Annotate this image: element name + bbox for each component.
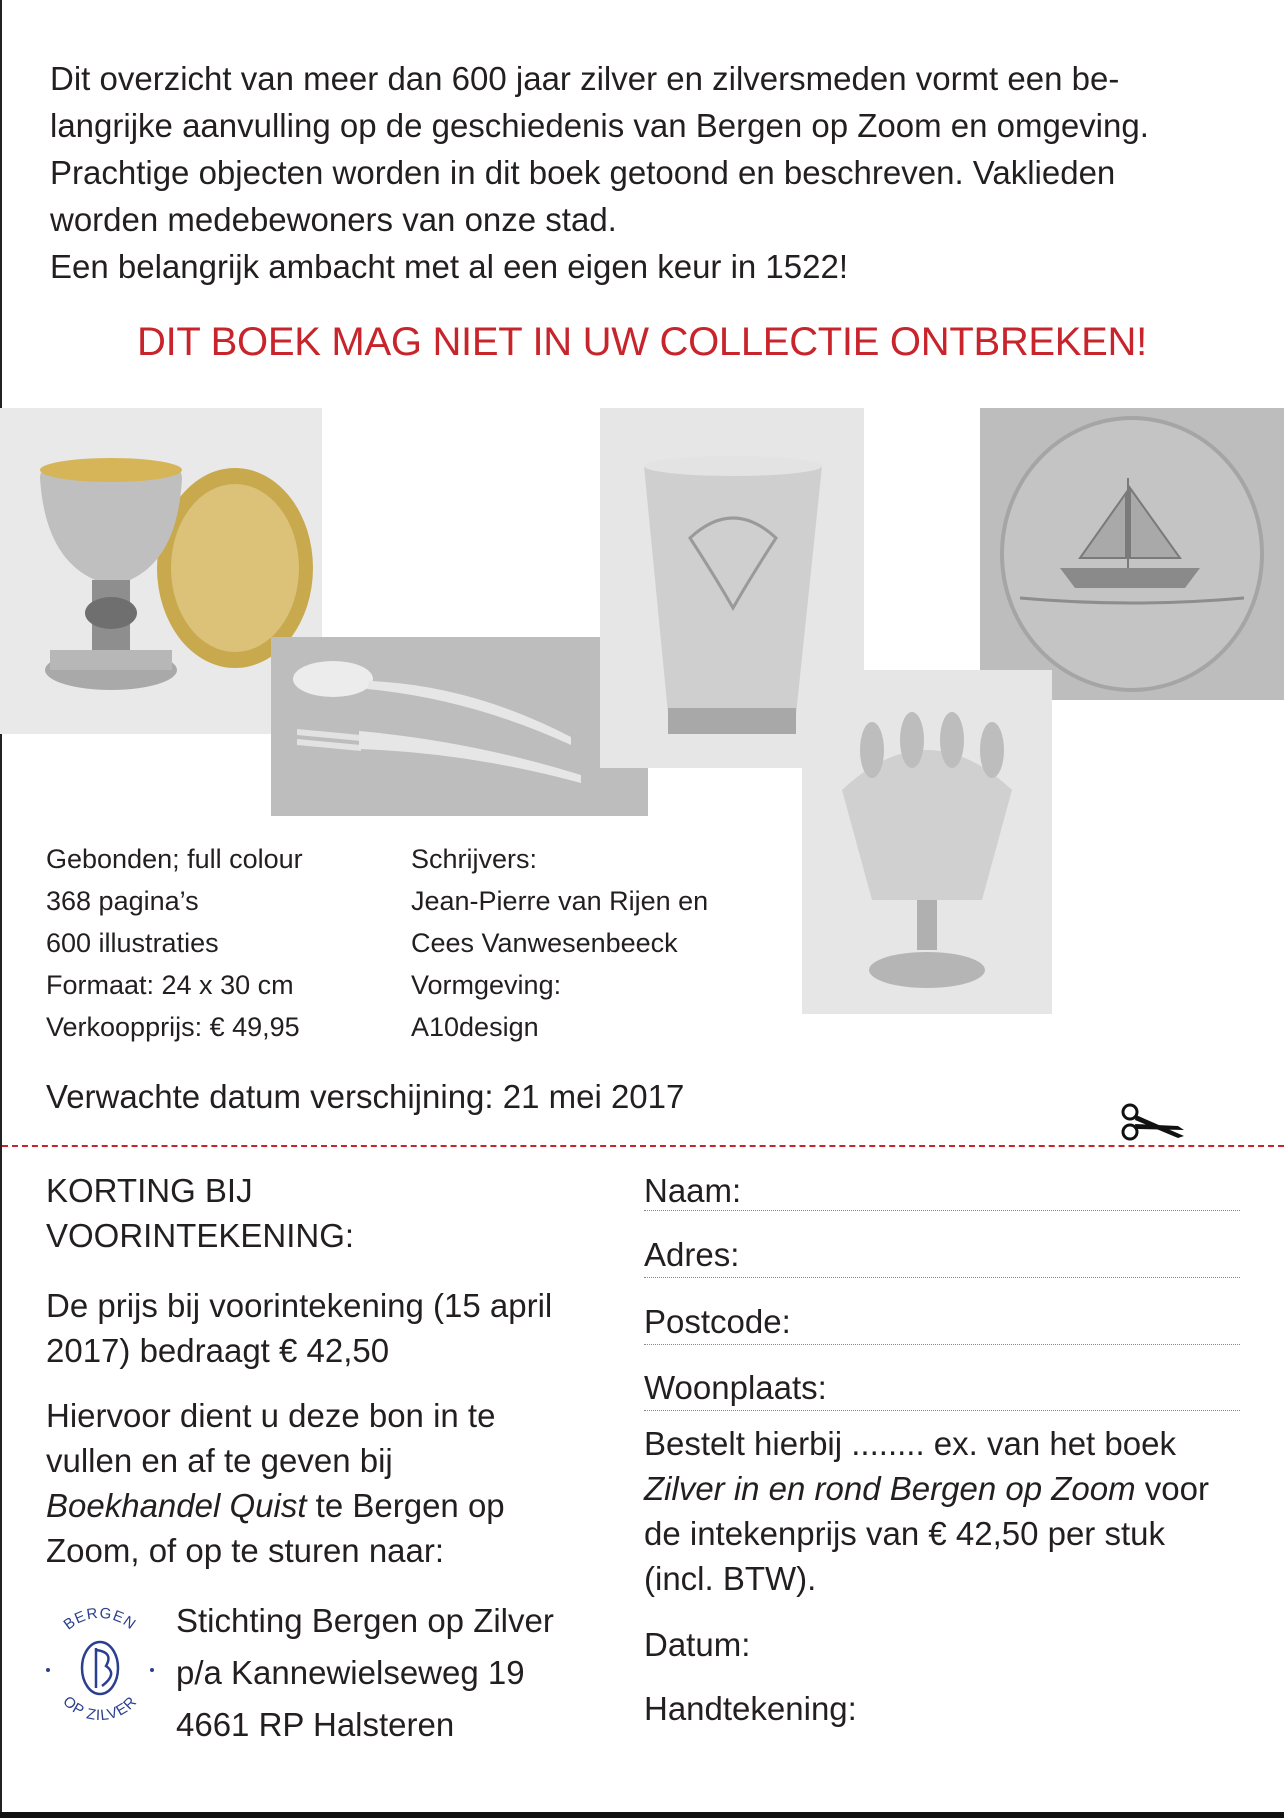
order-line bbox=[644, 1466, 1240, 1511]
postcode-field-label: Postcode: bbox=[644, 1303, 791, 1340]
instruction-line: Hiervoor dient u deze bon in te bbox=[46, 1397, 496, 1434]
cut-line bbox=[2, 1145, 1284, 1147]
spec-item: Verkoopprijs: € 49,95 bbox=[46, 1012, 300, 1042]
credit-item: Jean-Pierre van Rijen en bbox=[411, 886, 709, 916]
spec-item: Gebonden; full colour bbox=[46, 844, 303, 874]
spec-item: 600 illustraties bbox=[46, 928, 219, 958]
city-field[interactable] bbox=[644, 1410, 1240, 1411]
order-line: Bestelt hierbij ........ ex. van het boek bbox=[644, 1425, 1176, 1462]
spec-item: 368 pagina’s bbox=[46, 886, 199, 916]
logo-text-top: BERGEN bbox=[60, 1604, 140, 1634]
slogan-heading: DIT BOEK MAG NIET IN UW COLLECTIE ONTBREKEN! bbox=[137, 320, 1147, 364]
book-credits bbox=[411, 838, 708, 1048]
order-text: voor bbox=[1135, 1470, 1209, 1507]
instruction-line: vullen en af te geven bij bbox=[46, 1442, 393, 1479]
address-field[interactable] bbox=[644, 1277, 1240, 1278]
release-date: Verwachte datum verschijning: 21 mei 2017 bbox=[46, 1078, 685, 1115]
postal-address bbox=[176, 1595, 554, 1751]
price-line: De prijs bij voorintekening (15 april bbox=[46, 1287, 553, 1324]
intro-line: worden medebewoners van onze stad. bbox=[50, 201, 617, 238]
instruction-text: te Bergen op bbox=[306, 1487, 505, 1524]
order-statement bbox=[644, 1421, 1240, 1601]
instruction-line bbox=[46, 1483, 606, 1528]
intro-line: Een belangrijk ambacht met al een eigen keur in 1522! bbox=[50, 248, 849, 285]
credit-item: Vormgeving: bbox=[411, 970, 562, 1000]
address-field-label: Adres: bbox=[644, 1236, 740, 1273]
order-line: (incl. BTW). bbox=[644, 1560, 817, 1597]
discount-heading-line: KORTING BIJ bbox=[46, 1172, 253, 1209]
photo-spoon-and-fork bbox=[271, 637, 648, 816]
order-line: de intekenprijs van € 42,50 per stuk bbox=[644, 1515, 1165, 1552]
svg-text:BERGEN bbox=[61, 1605, 140, 1634]
page-border-left bbox=[0, 0, 2, 1818]
scissors-icon bbox=[1118, 1100, 1188, 1151]
signature-field[interactable]: Handtekening: bbox=[644, 1690, 857, 1727]
price-line: 2017) bedraagt € 42,50 bbox=[46, 1332, 390, 1369]
bergen-op-zilver-logo bbox=[40, 1600, 160, 1735]
address-line: p/a Kannewielseweg 19 bbox=[176, 1654, 525, 1691]
intro-line: Prachtige objecten worden in dit boek getoond en beschreven. Vaklieden bbox=[50, 154, 1116, 191]
logo-text-bottom: OP ZILVER bbox=[59, 1692, 141, 1725]
city-field-label: Woonplaats: bbox=[644, 1369, 827, 1406]
address-line: Stichting Bergen op Zilver bbox=[176, 1602, 554, 1639]
intro-line: langrijke aanvulling op de geschiedenis van Bergen op Zoom en omgeving. bbox=[50, 107, 1149, 144]
book-specs bbox=[46, 838, 303, 1048]
name-field-label: Naam: bbox=[644, 1172, 742, 1209]
address-line: 4661 RP Halsteren bbox=[176, 1706, 455, 1743]
spec-item: Formaat: 24 x 30 cm bbox=[46, 970, 294, 1000]
page-border-bottom bbox=[0, 1812, 1284, 1818]
date-field[interactable]: Datum: bbox=[644, 1626, 751, 1663]
credit-item: A10design bbox=[411, 1012, 539, 1042]
name-field[interactable] bbox=[644, 1210, 1240, 1211]
postcode-field[interactable] bbox=[644, 1344, 1240, 1345]
discount-heading bbox=[46, 1168, 606, 1258]
svg-text:OP ZILVER bbox=[59, 1693, 140, 1724]
intro-line: Dit overzicht van meer dan 600 jaar zilver en zilversmeden vormt een be- bbox=[50, 60, 1120, 97]
instruction-line: Zoom, of op te sturen naar: bbox=[46, 1532, 445, 1569]
credit-item: Schrijvers: bbox=[411, 844, 538, 874]
instructions bbox=[46, 1393, 606, 1573]
book-title: Zilver in en rond Bergen op Zoom bbox=[644, 1470, 1136, 1507]
photo-spoon-holder bbox=[802, 670, 1052, 1014]
credit-item: Cees Vanwesenbeeck bbox=[411, 928, 678, 958]
discount-heading-line: VOORINTEKENING: bbox=[46, 1217, 355, 1254]
intro-paragraph bbox=[50, 55, 1240, 290]
bookshop-name: Boekhandel Quist bbox=[46, 1487, 307, 1524]
photo-engraved-plaque bbox=[980, 408, 1284, 700]
preorder-price bbox=[46, 1283, 606, 1373]
